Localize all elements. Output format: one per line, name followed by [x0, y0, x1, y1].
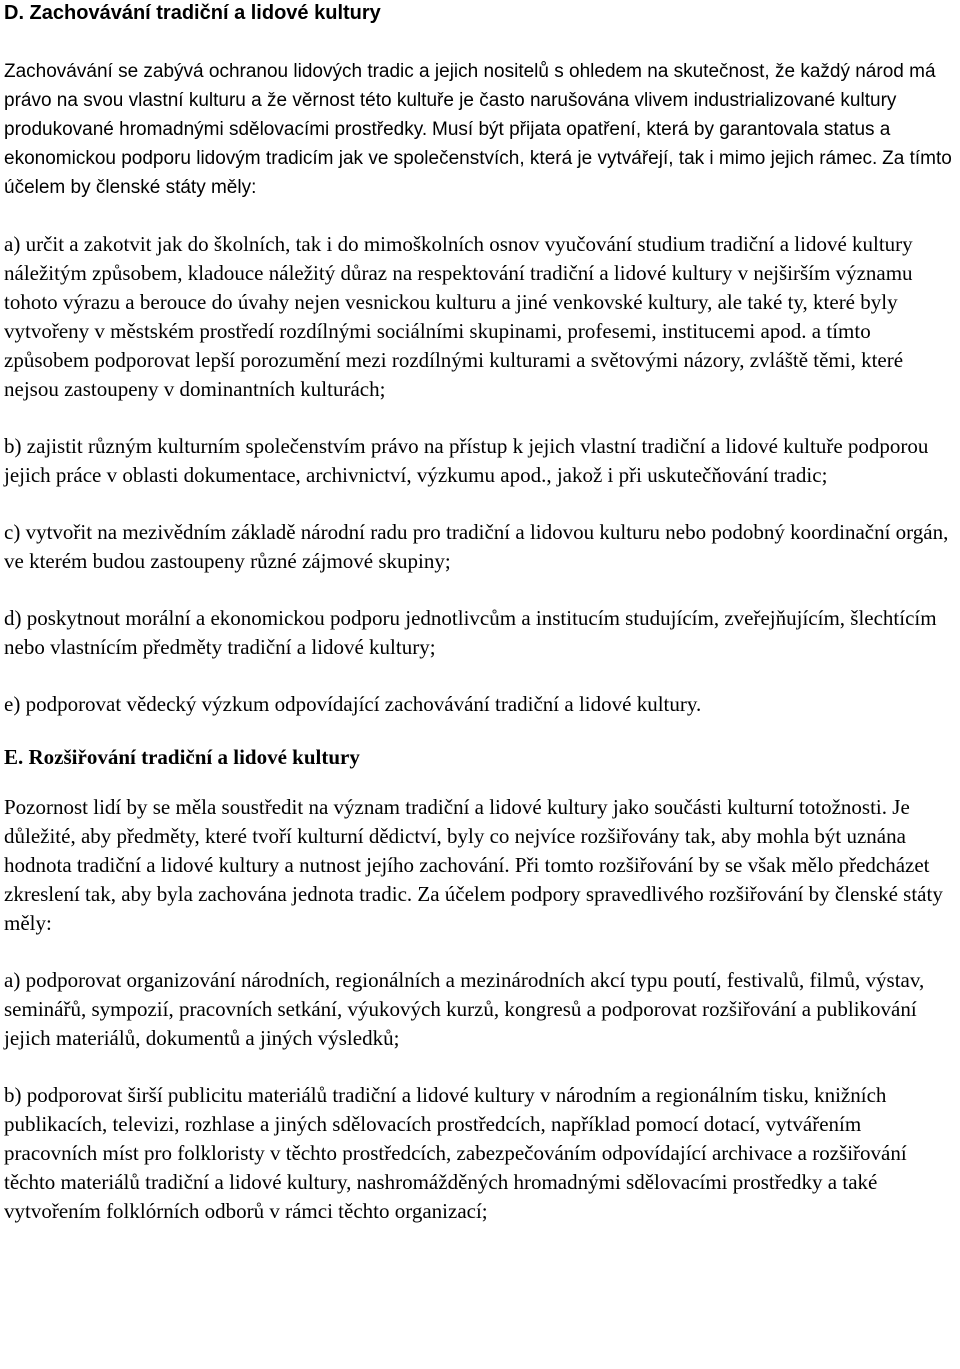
section-d-item-e: e) podporovat vědecký výzkum odpovídající zachovávání tradiční a lidové kultury.: [4, 692, 702, 716]
section-d-item-b: b) zajistit různým kulturním společenstvím právo na přístup k jejich vlastní tradiční a lidové kultuře podporou jejich práce v oblasti dokumentace, archivnictví, výzkumu apod., jakož i při uskutečňování tradic;: [4, 434, 929, 487]
section-e-item-b: b) podporovat širší publicitu materiálů tradiční a lidové kultury v národním a regionálním tisku, knižních publikacích, televizi, rozhlase a jiných sdělovacích prostředcích, například pomocí dotací, vytvářením pracovních míst pro folkloristy v těchto prostředcích, zabezpečováním odpovídající archivace a rozšiřování těchto materiálů tradiční a lidové kultury, nashromážděných hromadnými sdělovacími prostředky a také vytvořením folklórních odborů v rámci těchto organizací;: [4, 1083, 907, 1223]
section-d-item-c: c) vytvořit na mezivědním základě národní radu pro tradiční a lidovou kulturu nebo podobný koordinační orgán, ve kterém budou zastoupeny různé zájmové skupiny;: [4, 520, 949, 573]
section-d-intro-part-1: Zachovávání se zabývá ochranou lidových tradic a jejich nositelů s ohledem na skutečnost, že každý národ má právo na svou vlastní kulturu a že věrnost této kultuře je často narušována vlivem industrializované kultury produkované hromadnými sdělovacími prostředky.: [4, 61, 936, 140]
section-d-intro-part-2: Musí být přijata opatření, která by garantovala status a ekonomickou podporu lidovým tradicím jak ve společenstvích, která je vytvářejí, tak i mimo jejich rámec.: [4, 119, 891, 169]
section-d-intro-part-3: Za tímto účelem by členské státy měly:: [4, 148, 952, 198]
section-d-intro: [4, 57, 957, 202]
section-e-heading: E. Rozšiřování tradiční a lidové kultury: [4, 745, 360, 769]
document-page: [4, 0, 957, 1226]
section-e-item-a: a) podporovat organizování národních, regionálních a mezinárodních akcí typu poutí, festivalů, filmů, výstav, seminářů, sympozií, pracovních setkání, výukových kurzů, kongresů a podporovat rozšiřování a publikování jejich materiálů, dokumentů a jiných výsledků;: [4, 968, 925, 1050]
section-d-heading: D. Zachovávání tradiční a lidové kultury: [4, 2, 381, 24]
section-d-item-a: a) určit a zakotvit jak do školních, tak i do mimoškolních osnov vyučování studium tradiční a lidové kultury náležitým způsobem, kladouce náležitý důraz na respektování tradiční a lidové kultury v nejširším významu tohoto výrazu a berouce do úvahy nejen vesnickou kulturu a jiné venkovské kultury, ale také ty, které byly vytvořeny v městském prostředí rozdílnými sociálními skupinami, profesemi, institucemi apod. a tímto způsobem podporovat lepší porozumění mezi rozdílnými kulturami a světovými názory, zvláště těmi, které nejsou zastoupeny v dominantních kulturách;: [4, 232, 913, 401]
section-e-intro: Pozornost lidí by se měla soustředit na význam tradiční a lidové kultury jako součásti kulturní totožnosti. Je důležité, aby předměty, které tvoří kulturní dědictví, byly co nejvíce rozšiřovány tak, aby mohla být uznána hodnota tradiční a lidové kultury a nutnost jejího zachování. Při tomto rozšiřování by se však mělo předcházet zkreslení tak, aby byla zachována jednota tradic. Za účelem podpory spravedlivého rozšiřování by členské státy měly:: [4, 795, 943, 935]
section-d-item-d: d) poskytnout morální a ekonomickou podporu jednotlivcům a institucím studujícím, zveřejňujícím, šlechtícím nebo vlastnícím předměty tradiční a lidové kultury;: [4, 606, 937, 659]
